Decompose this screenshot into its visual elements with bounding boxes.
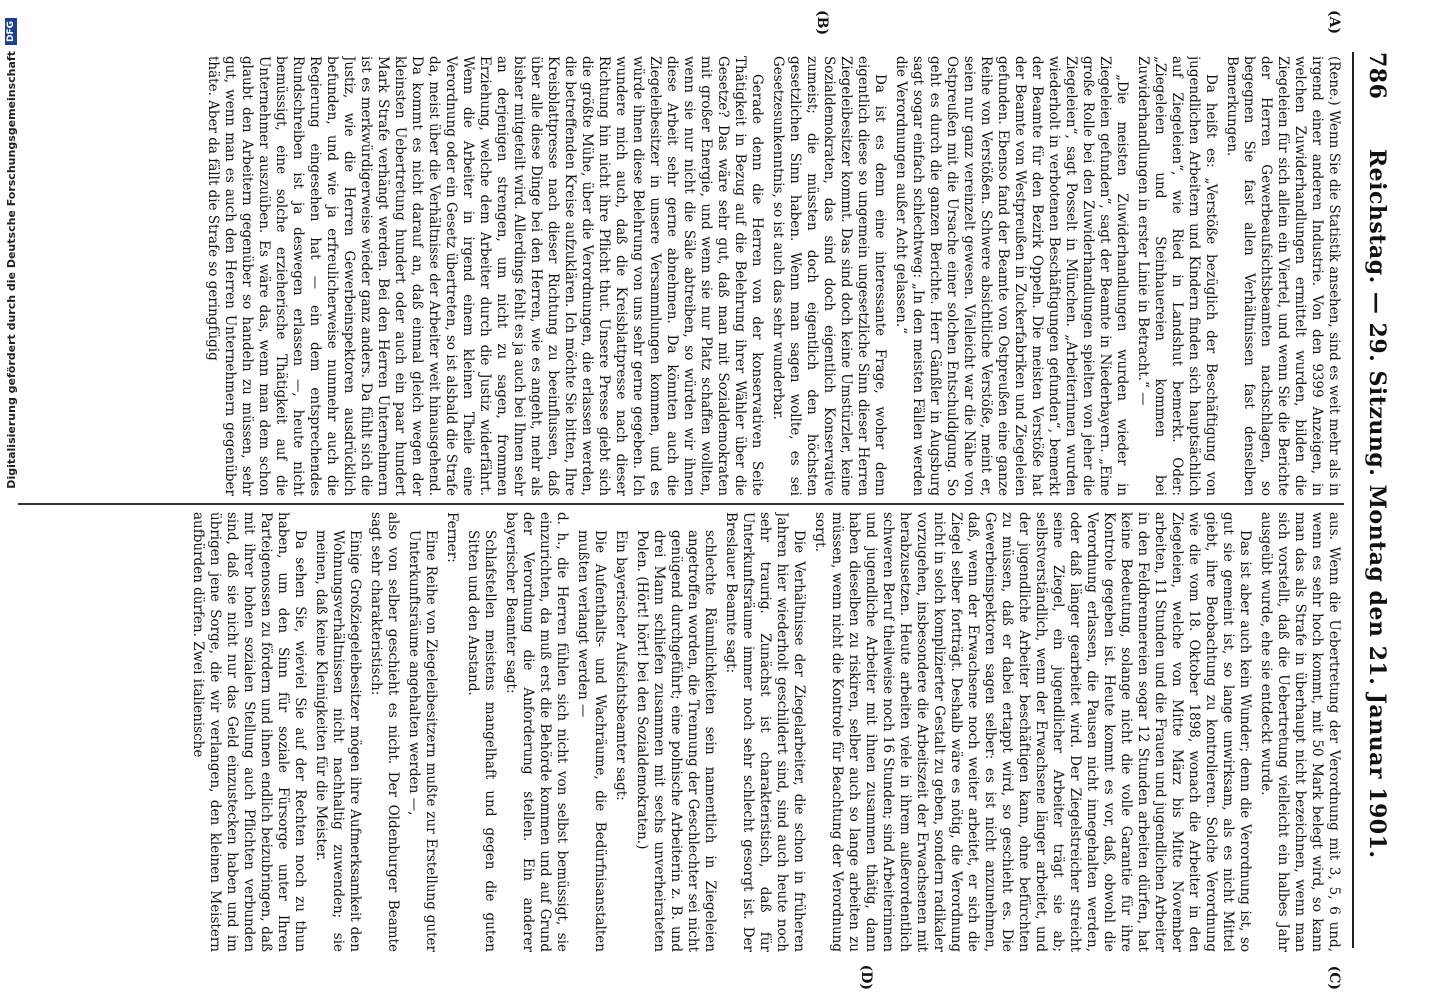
credit-text: Digitalisierung gefördert durch die Deutsche Forschungsgemeinschaft [4, 51, 18, 489]
quotation: Schlafstellen meistens mangelhaft und gegen die guten Sitten und den Anstand. [465, 530, 498, 952]
margin-letter-a: (A) [1326, 10, 1342, 35]
paragraph: aus. Wenn die Uebertretung der Verordnung mit 3, 5, 6 und, wenn es sehr hoch kommt, mit 50 Mark belegt wird, so kann man das als Strafe in überhaupt nicht bezeichnen, wenn man sich vorstellt, daß die Uebertretung vielleicht ein halbes Jahr ausgeübt wurde, ehe sie entdeckt wurde. [1258, 512, 1342, 952]
paragraph: Gerade denn die Herren von der konservativen Seite Thätigkeit in Bezug auf die Belehrung ihrer Wähler über die Gesetze? Das wäre sehr gut, daß man mit Sozialdemokraten mit großer Energie, und wenn sie nur Platz schaffen wollten, wenn sie nur nicht die Säle abtreiben, so würden wir ihnen diese Arbeit sehr gerne abnehmen. Da könnten auch die Ziegeleibesitzer in unsere Versammlungen kommen, und es würde ihnen diese Belehrung von uns sehr gerne gegeben. Ich wundere mich auch, daß die Kreisblattpresse nach dieser Richtung hin nicht ihre Pflicht thut. Unsere Presse giebt sich die größte Mühe, über die Verordnungen, die erlassen werden, die betreffenden Kreise aufzuklären. Ich möchte Sie bitten, Ihre Kreisblattpresse nach dieser Richtung zu beeinflussen, daß über alle diese Dinge bei den Herren, wie es angeht, mehr als bisher mitgeteilt wird. Allerdings fehlt es ja auch bei Ihnen sehr an derjenigen strengen, um nicht zu sagen, frommen Erziehung, welche dem Arbeiter durch die Justiz widerfährt. Wenn die Arbeiter in irgend einem kleinen Theile eine Verordnung oder ein Gesetz übertreten, so ist alsbald die Strafe da, meist über die Verhältnisse der Arbeiter weit hinausgehend. Da kommt es nicht darauf an, daß einmal gleich wegen der kleinsten Uebertretung hundert oder auch ein paar hundert Mark Strafe verhängt werden. Bei den Herren Unternehmern ist es merkwürdigerweise wieder ganz anders. Da fühlt sich die Justiz, wie die Herren Gewerbeinspektoren ausdrücklich befunden, und wie ja erfreulicherweise nunmehr auch die Regierung eingesehen hat — ein dem entsprechendes Rundschreiben ist ja deswegen erlassen —, heute nicht bemüssigt, eine solche erzieherische Thätigkeit auf die Unternehmer auszuüben. Es wäre das, wenn man dem schon glaubt den Arbeitern gegenüber so handeln zu müssen, sehr gut, wenn man es auch den Herren Unternehmern gegenüber thäte. Aber da fällt die Strafe so geringfügig [205, 56, 765, 496]
quotation: Eine Reihe von Ziegeleibesitzern mußte zur Erstellung guter Unterkunftsräume angehalten werden —, [406, 530, 439, 952]
page-header [1360, 52, 1394, 948]
paragraph: also von selber geschieht es nicht. Der Oldenburger Beamte sagt sehr charakteristisch: [368, 512, 401, 952]
digitization-credit [0, 0, 22, 1000]
dfg-logo: DFG [5, 18, 17, 45]
paragraph: Da heißt es: „Verstöße bezüglich der Beschäftigung von jugendlichen Arbeitern und Kindern finden sich hauptsächlich auf Ziegeleien“, wie Ried in Landshut bemerkt. Oder: „Ziegeleien und Steinhauereien kommen bei Zuwiderhandlungen in erster Linie in Betracht.“ — [1135, 56, 1219, 496]
text-column-right [16, 512, 1342, 952]
paragraph: Ein bayerischer Aufsichtsbeamter sagt: [613, 530, 629, 801]
quotation: Einige Großziegeleibesitzer mögen ihre Aufmerksamkeit den Wohnungsverhältnissen nicht nachhaltig zuwenden; sie meinen, daß keine Kleinigkeiten für die Meister. [313, 530, 363, 952]
column-divider [18, 503, 1344, 505]
quotation: Die Aufenthalts- und Wachräume, die Bedürfnisanstalten mußten verlangt werden — [575, 530, 608, 952]
paragraph: Das ist aber auch kein Wunder; denn die Verordnung ist, so gut sie gemeint ist, so lange unwirksam, als es nicht Mittel giebt, ihre Beobachtung zu kontrolieren. Solche Verordnung wie die vom 18. Oktober 1898, wonach die Arbeiter in den Ziegeleien, welche von Mitte März bis Mitte November arbeiten, 11 Stunden und die Frauen und jugendlichen Arbeiter in den Feldbrennereien sogar 12 Stunden arbeiten dürfen, hat keine Bedeutung, solange nicht die volle Garantie für ihre Kontrole gegeben ist. Heute kommt es vor, daß, obwohl die Verordnung erlassen, die Pausen nicht innegehalten werden, oder daß länger gearbeitet wird. Der Ziegelstreicher streicht seine Ziegel, ein jugendlicher Arbeiter trägt sie ab; selbstverständlich, wenn der Erwachsene länger arbeitet, und der jugendliche Arbeiter beschäftigen kann, ohne befürchten zu müssen, daß er dabei ertappt wird, so geschieht es. Die Gewerbeinspektoren sagen selber: es ist nicht anzunehmen, daß, wenn der Erwachsene noch weiter arbeitet, er sich die Ziegel selber fortträgt. Deshalb wäre es nötig, die Verordnung nicht in solch komplizierter Gestalt zu geben, sondern radikaler vorzugehen, insbesondere die Arbeitszeit der Erwachsenen mit herabzusetzen. Heute arbeiten viele in ihrem außerordentlich schweren Beruf theilweise noch 16 Stunden; sind Arbeiterinnen und jugendliche Arbeiter mit ihnen zusammen thätig, dann haben dieselben zu riskiren, selber auch so lange arbeiten zu müssen, wenn nicht die Kontrole für Beachtung der Verordnung sorgt. [812, 512, 1253, 952]
paragraph: d. h., die Herren fühlen sich nicht von selbst bemüssigt, sie einzurichten, da muß erst die Behörde kommen und auf Grund der Verordnung die Anforderung stellen. Ein anderer bayerischer Beamter sagt: [503, 512, 570, 952]
paragraph: Da ist es denn eine interessante Frage, woher denn eigentlich diese so ungemein ungesetzliche Sinn dieser Herren Ziegeleibesitzer kommt. Das sind doch keine Umstürzler, keine Sozialdemokraten, das sind doch eigentlich Konservative zumeist; die müssten doch eigentlich den höchsten gesetzlichen Sinn haben. Wenn man sagen wollte, es sei Gesetzesunkenntnis, so ist auch das sehr wunderbar. [770, 56, 888, 496]
margin-letter-d: (D) [858, 964, 874, 990]
page-number: 786 [1364, 52, 1390, 100]
paragraph: Ferner: [444, 512, 460, 563]
paragraph: (Rene.) Wenn Sie die Statistik ansehen, sind es weit mehr als in irgend einer anderen Industrie. Von den 9399 Anzeigen, in welchen Zuwiderhandlungen ermittelt wurden, bilden die Ziegeleien für sich allein ein Viertel, und wenn Sie die Berichte der Herren Gewerbeaufsichtsbeamten nachschlagen, so begegnen Sie fast allen Verhältnissen fast denselben Bemerkungen. [1224, 56, 1342, 496]
paragraph: Die Verhältnisse der Ziegelarbeiter, die schon in früheren Jahren hier wiederholt geschildert sind, sind auch heute noch sehr traurig. Zunächst ist charakteristisch, daß für Unterkunftsräume immer noch sehr schlecht gesorgt ist. Der Breslauer Beamte sagt: [723, 512, 807, 952]
header-rule [1352, 52, 1354, 948]
margin-letter-b: (B) [814, 10, 830, 36]
margin-letter-c: (C) [1326, 965, 1342, 990]
page-title: Reichstag. — 29. Sitzung. Montag den 21. Januar 1901. [1364, 148, 1390, 859]
paragraph: „Die meisten Zuwiderhandlungen wurden wieder in Ziegeleien gefunden“, sagt der Beamte in Niederbayern. „Eine große Rolle bei den Zuwiderhandlungen spielten von jeher die Ziegeleien“, sagt Posselt in München. „Arbeiterinnen wurden wiederholt in verbotenen Beschäftigungen gefunden“, bemerkt der Beamte für den Bezirk Oppeln. Die meisten Verstöße hat der Beamte von Westpreußen in Zuckerfabriken und Ziegeleien gefunden. Ebenso fand der Beamte von Ostpreußen eine ganze Reihe von Verstößen. Schwere absichtliche Verstöße, meint er, seien nur ganz vereinzelt gewesen. Vielleicht war die Nähe von Ostpreußen mit die Ursache einer solchen Entschuldigung. So geht es durch die ganzen Berichte. Herr Gänßler in Augsburg sagt sogar einfach schlechtweg: „In den meisten Fällen werden die Verordnungen außer Acht gelassen.“ [893, 56, 1130, 496]
text-column-left [16, 56, 1342, 496]
quotation: schlechte Räumlichkeiten sein namentlich in Ziegeleien angetroffen worden, die Trennung der Geschlechter sei nicht genügend durchgeführt; eine polnische Arbeiterin z. B. und drei Mann schliefen zusammen mit sechs unverheirateten Polen. (Hört! hört! bei den Sozialdemokraten.) [634, 530, 718, 952]
paragraph: Da sehen Sie, wieviel Sie auf der Rechten noch zu thun haben, um den Sinn für soziale Fürsorge unter Ihren Parteigenossen zu fördern und ihnen endlich beizubringen, daß mit ihrer hohen sozialen Stellung auch Pflichten verbunden sind, daß sie nicht nur das Geld einzustecken haben und im übrigen jene Sorge, die wir verlangen, den kleinen Meistern aufbürden dürfen. Zwei italienische [190, 512, 308, 952]
